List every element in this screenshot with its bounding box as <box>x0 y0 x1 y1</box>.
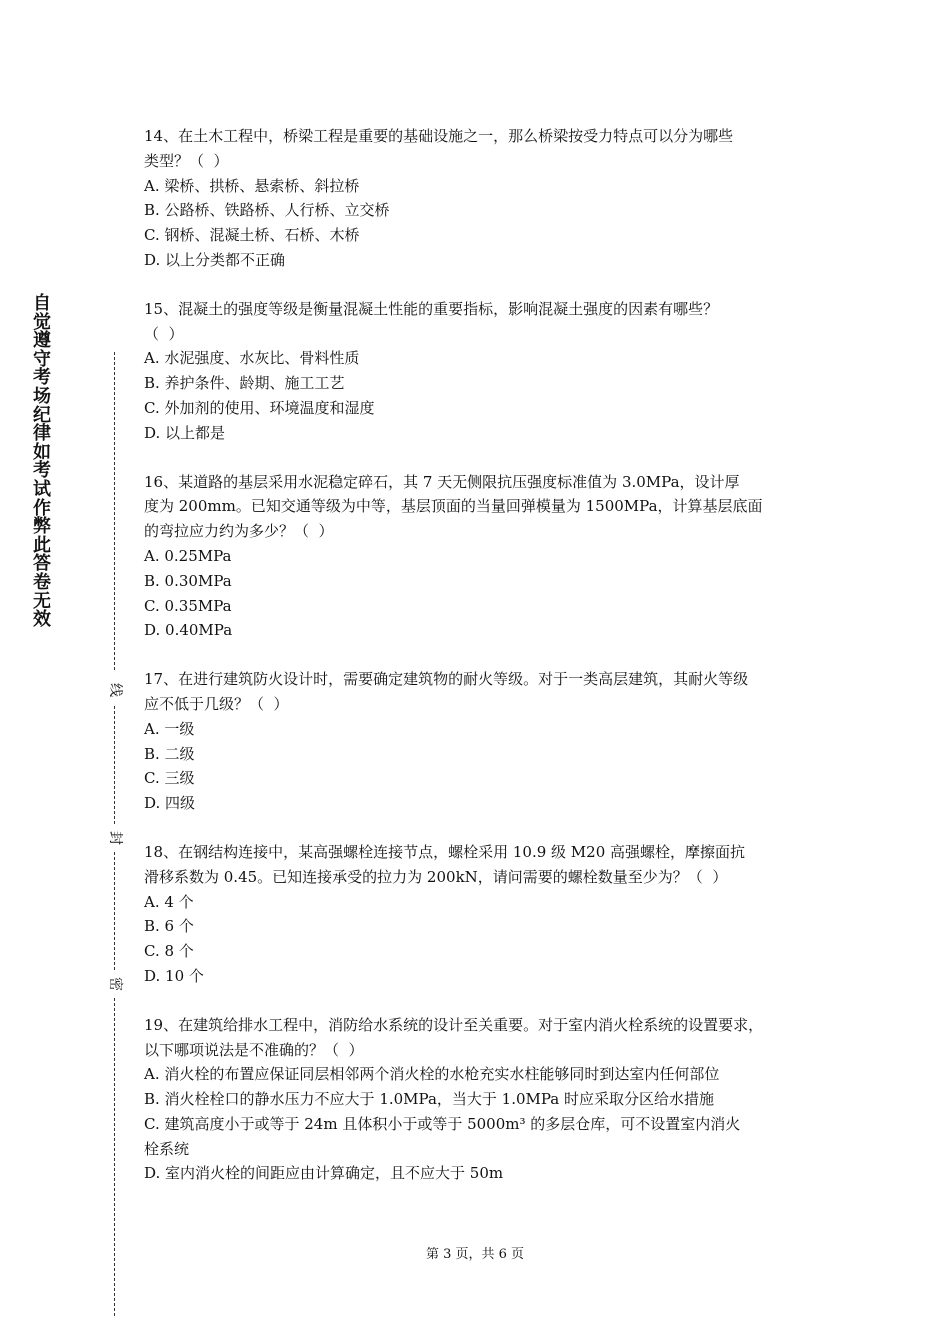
question-18 <box>144 840 844 989</box>
binding-dashed-line-top <box>114 352 115 670</box>
option-d: D. 以上分类都不正确 <box>144 250 286 269</box>
question-17 <box>144 667 844 816</box>
option-b: B. 6 个 <box>144 917 194 936</box>
question-stem: 类型？（ ） <box>144 151 229 170</box>
binding-dashed-line-mid2 <box>114 852 115 970</box>
question-stem: 14、在土木工程中，桥梁工程是重要的基础设施之一，那么桥梁按受力特点可以分为哪些 <box>144 127 734 145</box>
option-a: A. 一级 <box>144 719 195 738</box>
page-number: 第 3 页，共 6 页 <box>425 1247 525 1262</box>
question-stem: 15、混凝土的强度等级是衡量混凝土性能的重要指标，影响混凝土强度的因素有哪些？ <box>144 299 719 318</box>
option-b: B. 二级 <box>144 744 195 763</box>
question-stem: 19、在建筑给排水工程中，消防给水系统的设计至关重要。对于室内消火栓系统的设置要求， <box>144 1015 764 1034</box>
question-stem: 应不低于几级？（ ） <box>144 694 289 713</box>
option-a: A. 水泥强度、水灰比、骨料性质 <box>144 349 360 368</box>
option-c: C. 钢桥、混凝土桥、石桥、木桥 <box>144 226 360 245</box>
option-a: A. 0.25MPa <box>144 546 232 565</box>
question-15 <box>144 297 844 446</box>
option-b: B. 公路桥、铁路桥、人行桥、立交桥 <box>144 201 390 220</box>
option-c: C. 三级 <box>144 769 195 788</box>
binding-label-dense: 密 <box>107 977 123 991</box>
question-stem: 17、在进行建筑防火设计时，需要确定建筑物的耐火等级。对于一类高层建筑，其耐火等级 <box>144 670 749 689</box>
question-stem: 的弯拉应力约为多少？（ ） <box>144 522 334 541</box>
question-stem: 度为 200mm。已知交通等级为中等，基层顶面的当量回弹模量为 1500MPa，计算基层底面 <box>144 497 763 516</box>
question-stem: 以下哪项说法是不准确的？（ ） <box>144 1040 364 1059</box>
option-d: D. 以上都是 <box>144 423 226 442</box>
option-a: A. 梁桥、拱桥、悬索桥、斜拉桥 <box>144 176 360 195</box>
option-d: D. 室内消火栓的间距应由计算确定，且不应大于 50m <box>144 1164 504 1183</box>
option-b: B. 养护条件、龄期、施工工艺 <box>144 374 345 393</box>
option-a: A. 消火栓的布置应保证同层相邻两个消火栓的水枪充实水柱能够同时到达室内任何部位 <box>144 1065 720 1084</box>
option-b: B. 0.30MPa <box>144 571 232 590</box>
binding-label-seal: 封 <box>107 831 123 845</box>
option-c: C. 建筑高度小于或等于 24m 且体积小于或等于 5000m³ 的多层仓库，可不设置室内消火 栓系统 <box>144 1114 741 1158</box>
option-a: A. 4 个 <box>144 892 194 911</box>
option-d: D. 四级 <box>144 794 196 813</box>
exam-integrity-notice: 自觉遵守考场纪律如考试作弊此答卷无效 <box>33 293 51 631</box>
question-list <box>144 124 844 1210</box>
question-stem: （ ） <box>144 324 184 343</box>
question-stem: 滑移系数为 0.45。已知连接承受的拉力为 200kN，请问需要的螺栓数量至少为？（ ） <box>144 867 728 886</box>
question-stem: 16、某道路的基层采用水泥稳定碎石，其 7 天无侧限抗压强度标准值为 3.0MPa，设计厚 <box>144 472 740 491</box>
option-b: B. 消火栓栓口的静水压力不应大于 1.0MPa，当大于 1.0MPa 时应采取分区给水措施 <box>144 1090 715 1109</box>
question-14 <box>144 124 844 273</box>
binding-label-line: 线 <box>107 683 123 697</box>
binding-dashed-line-mid1 <box>114 706 115 824</box>
option-d: D. 10 个 <box>144 966 204 985</box>
question-16 <box>144 470 844 644</box>
option-d: D. 0.40MPa <box>144 621 233 640</box>
question-19 <box>144 1013 844 1187</box>
binding-dashed-line-bottom <box>114 998 115 1316</box>
option-c: C. 8 个 <box>144 942 194 961</box>
option-c: C. 0.35MPa <box>144 596 232 615</box>
option-c: C. 外加剂的使用、环境温度和湿度 <box>144 398 375 417</box>
question-stem: 18、在钢结构连接中，某高强螺栓连接节点，螺栓采用 10.9 级 M20 高强螺栓，摩擦面抗 <box>144 842 746 861</box>
